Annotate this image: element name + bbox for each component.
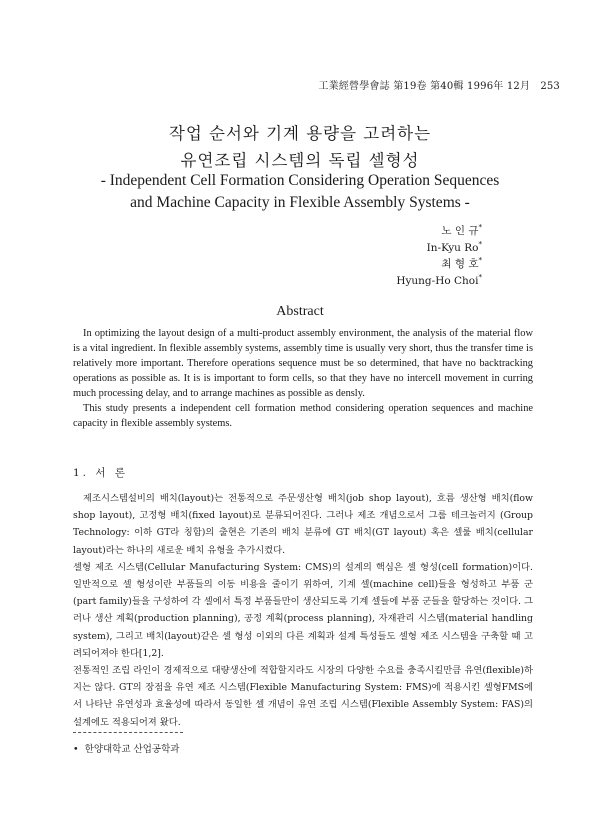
running-header [318, 77, 560, 92]
intro-paragraph-3: 전통적인 조립 라인이 경제적으로 대량생산에 적합할지라도 시장의 다양한 수요를 충족시킬만큼 유연(flexible)하지는 않다. GT의 장점을 유연 제조 시스템(Flexible Manufacturing System: FMS)에 적용시킨 셀형FMS에서 나타난 유연성과 효율성에 따라서 동일한 셀 개념이 유연 조립 시스템(Flexible Assembly System: FAS)의 설계에도 적용되어져 왔다. [73, 665, 533, 728]
intro-paragraph-2: 셀형 제조 시스템(Cellular Manufacturing System: CMS)의 설계의 핵심은 셀 형성(cell formation)이다. 일반적으로 셀 형성이란 부품들의 이동 비용을 줄이기 위하여, 기계 셀(machine cell)들을 형성하고 부품 군(part family)들을 구성하여 각 셀에서 특정 부품들만이 생산되도록 기계 셀들에 부품 군들을 할당하는 것이다. 그러나 생산 계획(production planning), 공정 계획(process planning), 자재관리 시스템(material handling system), 그리고 배치(layout)같은 셀 형성 이외의 다른 계획과 설계 특성들도 셀형 제조 시스템을 구축할 때 고려되어져야 한다[1,2]. [73, 561, 533, 659]
footnote-divider [73, 732, 183, 733]
korean-title-line-2: 유연조립 시스템의 독립 셀형성 [180, 151, 420, 170]
author-name-ko-1: 노 인 규* [441, 223, 482, 237]
section-heading-introduction: 1. 서 론 [73, 467, 128, 479]
author-name-ko-2: 최 형 호* [441, 256, 482, 270]
abstract-paragraph-2: This study presents a independent cell formation method considering operation sequences and machine capacity in flexible assembly systems. [73, 403, 533, 429]
abstract-paragraph-1: In optimizing the layout design of a multi-product assembly environment, the analysis of the material flow is a vital ingredient. In flexible assembly systems, assembly time is usually very short, thus the transfer time is relatively more important. Therefore operations sequence must be so determined, that have no backtracking operations as possible as. It is is important to form cells, so that they have no intercell movement in curring much processing delay, and to arrange machines as possible as densly. [73, 328, 533, 399]
english-title-line-2: and Machine Capacity in Flexible Assembly Systems - [130, 194, 470, 211]
english-title-line-1: - Independent Cell Formation Considering Operation Sequences [100, 172, 500, 189]
footnote-bullet: • [73, 744, 79, 755]
footnote-affiliation: 한양대학교 산업공학과 [84, 744, 180, 755]
author-name-en-1: In-Kyu Ro* [426, 240, 482, 254]
page-number: 253 [540, 81, 560, 92]
journal-citation: 工業經營學會誌 第19卷 第40輯 1996年 12月 [318, 81, 531, 92]
author-name-en-2: Hyung-Ho Choi* [396, 273, 482, 287]
abstract-heading: Abstract [276, 304, 324, 319]
abstract-body [73, 326, 533, 431]
introduction-body [73, 490, 533, 731]
intro-paragraph-1: 제조시스템설비의 배치(layout)는 전통적으로 주문생산형 배치(job shop layout), 흐름 생산형 배치(flow shop layout), 고정형 배치(fixed layout)로 분류되어진다. 그러나 제조 개념으로서 그룹 테크놀러지 (Group Technology: 이하 GT라 칭함)의 출현은 기존의 배치 분류에 GT 배치(GT layout) 혹은 셀룰 배치(cellular layout)라는 하나의 새로운 배치 유형을 추가시켰다. [73, 493, 533, 556]
affiliation-footnote [73, 741, 179, 755]
korean-title-line-1: 작업 순서와 기계 용량을 고려하는 [168, 124, 432, 143]
author-block [396, 223, 482, 289]
